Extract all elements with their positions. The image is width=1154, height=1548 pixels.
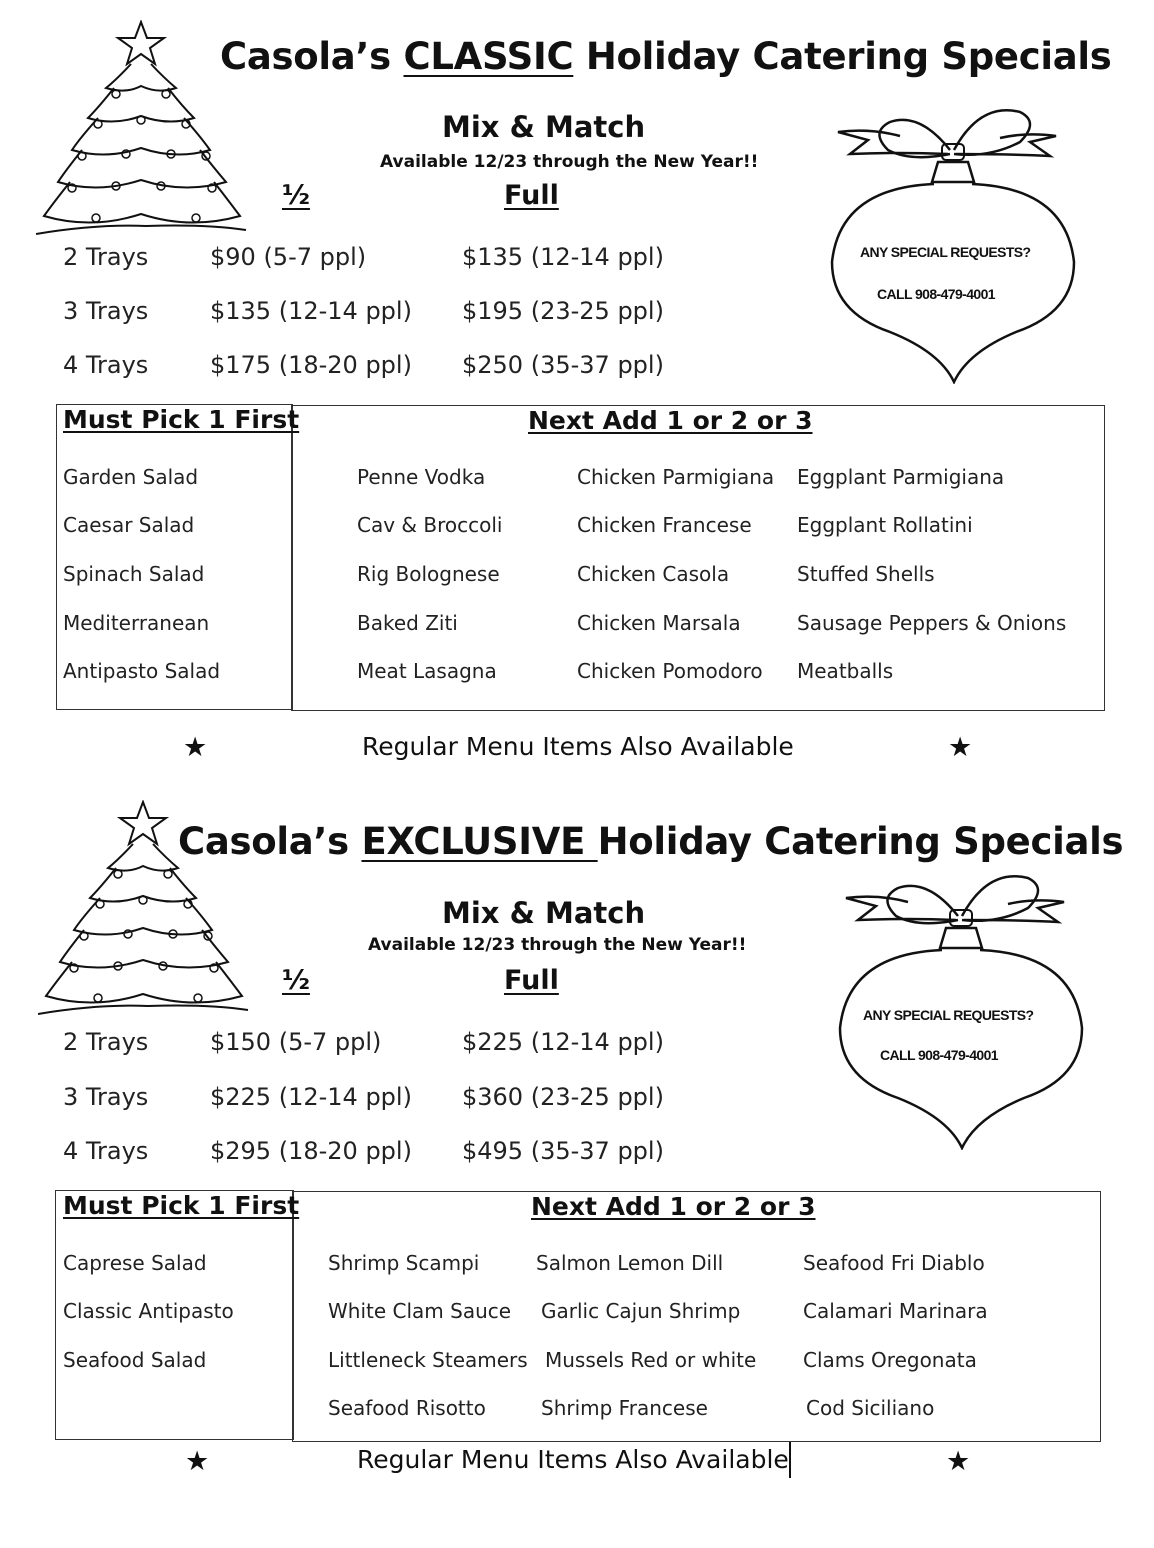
- list-item: Cod Siciliano: [806, 1396, 935, 1420]
- must-pick-title: Must Pick 1 First: [63, 1191, 300, 1220]
- next-add-title: Next Add 1 or 2 or 3: [531, 1192, 816, 1221]
- special-requests-text: ANY SPECIAL REQUESTS?: [863, 1007, 1034, 1023]
- text-cursor: [789, 1442, 791, 1478]
- list-item: Mediterranean: [63, 611, 210, 635]
- tray-count: 2 Trays: [63, 1028, 149, 1056]
- tray-count: 4 Trays: [63, 1137, 149, 1165]
- ornament-icon: [830, 92, 1076, 384]
- half-price: $90 (5-7 ppl): [210, 243, 367, 271]
- tray-count: 4 Trays: [63, 351, 149, 379]
- christmas-tree-icon: [36, 20, 250, 240]
- tray-count: 2 Trays: [63, 243, 149, 271]
- list-item: Mussels Red or white: [545, 1348, 757, 1372]
- list-item: Chicken Francese: [577, 513, 752, 537]
- availability-note: Available 12/23 through the New Year!!: [368, 935, 747, 955]
- list-item: Caesar Salad: [63, 513, 195, 537]
- half-price: $150 (5-7 ppl): [210, 1028, 382, 1056]
- regular-menu-note: Regular Menu Items Also Available: [362, 732, 794, 761]
- full-price: $495 (35-37 ppl): [462, 1137, 664, 1165]
- list-item: Antipasto Salad: [63, 659, 221, 683]
- section-title: Casola’s EXCLUSIVE Holiday Catering Specials: [178, 820, 1124, 863]
- list-item: Salmon Lemon Dill: [536, 1251, 724, 1275]
- list-item: Littleneck Steamers: [328, 1348, 528, 1372]
- star-icon: ★: [185, 1446, 210, 1477]
- list-item: Calamari Marinara: [803, 1299, 988, 1323]
- star-icon: ★: [946, 1446, 971, 1477]
- list-item: Seafood Salad: [63, 1348, 207, 1372]
- half-price: $175 (18-20 ppl): [210, 351, 412, 379]
- list-item: Seafood Fri Diablo: [803, 1251, 985, 1275]
- list-item: Meatballs: [797, 659, 894, 683]
- full-price: $225 (12-14 ppl): [462, 1028, 664, 1056]
- full-price: $250 (35-37 ppl): [462, 351, 664, 379]
- list-item: Clams Oregonata: [803, 1348, 977, 1372]
- list-item: Chicken Pomodoro: [577, 659, 763, 683]
- list-item: Chicken Casola: [577, 562, 730, 586]
- list-item: Chicken Parmigiana: [577, 465, 775, 489]
- regular-menu-note: Regular Menu Items Also Available: [357, 1445, 789, 1474]
- list-item: Seafood Risotto: [328, 1396, 486, 1420]
- half-price: $135 (12-14 ppl): [210, 297, 412, 325]
- mix-match-heading: Mix & Match: [442, 110, 646, 144]
- list-item: Stuffed Shells: [797, 562, 935, 586]
- list-item: Caprese Salad: [63, 1251, 207, 1275]
- list-item: Shrimp Francese: [541, 1396, 708, 1420]
- half-tray-header: ½: [282, 965, 310, 996]
- half-price: $225 (12-14 ppl): [210, 1083, 412, 1111]
- list-item: Shrimp Scampi: [328, 1251, 480, 1275]
- list-item: Baked Ziti: [357, 611, 458, 635]
- list-item: Rig Bolognese: [357, 562, 500, 586]
- list-item: Penne Vodka: [357, 465, 486, 489]
- tray-count: 3 Trays: [63, 297, 149, 325]
- list-item: White Clam Sauce: [328, 1299, 512, 1323]
- section-title: Casola’s CLASSIC Holiday Catering Specials: [220, 35, 1112, 78]
- list-item: Eggplant Rollatini: [797, 513, 973, 537]
- must-pick-title: Must Pick 1 First: [63, 405, 300, 434]
- full-tray-header: Full: [504, 965, 559, 996]
- half-tray-header: ½: [282, 180, 310, 211]
- tray-count: 3 Trays: [63, 1083, 149, 1111]
- list-item: Garlic Cajun Shrimp: [541, 1299, 741, 1323]
- list-item: Eggplant Parmigiana: [797, 465, 1005, 489]
- list-item: Cav & Broccoli: [357, 513, 503, 537]
- list-item: Classic Antipasto: [63, 1299, 234, 1323]
- next-add-title: Next Add 1 or 2 or 3: [528, 406, 813, 435]
- full-price: $195 (23-25 ppl): [462, 297, 664, 325]
- phone-number: CALL 908-479-4001: [877, 286, 995, 302]
- list-item: Meat Lasagna: [357, 659, 497, 683]
- list-item: Garden Salad: [63, 465, 199, 489]
- list-item: Spinach Salad: [63, 562, 205, 586]
- list-item: Sausage Peppers & Onions: [797, 611, 1067, 635]
- full-price: $360 (23-25 ppl): [462, 1083, 664, 1111]
- ornament-icon: [838, 858, 1084, 1150]
- mix-match-heading: Mix & Match: [442, 896, 646, 930]
- star-icon: ★: [183, 732, 208, 763]
- phone-number: CALL 908-479-4001: [880, 1047, 998, 1063]
- star-icon: ★: [948, 732, 973, 763]
- availability-note: Available 12/23 through the New Year!!: [380, 152, 759, 172]
- list-item: Chicken Marsala: [577, 611, 741, 635]
- full-price: $135 (12-14 ppl): [462, 243, 664, 271]
- special-requests-text: ANY SPECIAL REQUESTS?: [860, 244, 1031, 260]
- full-tray-header: Full: [504, 180, 559, 211]
- half-price: $295 (18-20 ppl): [210, 1137, 412, 1165]
